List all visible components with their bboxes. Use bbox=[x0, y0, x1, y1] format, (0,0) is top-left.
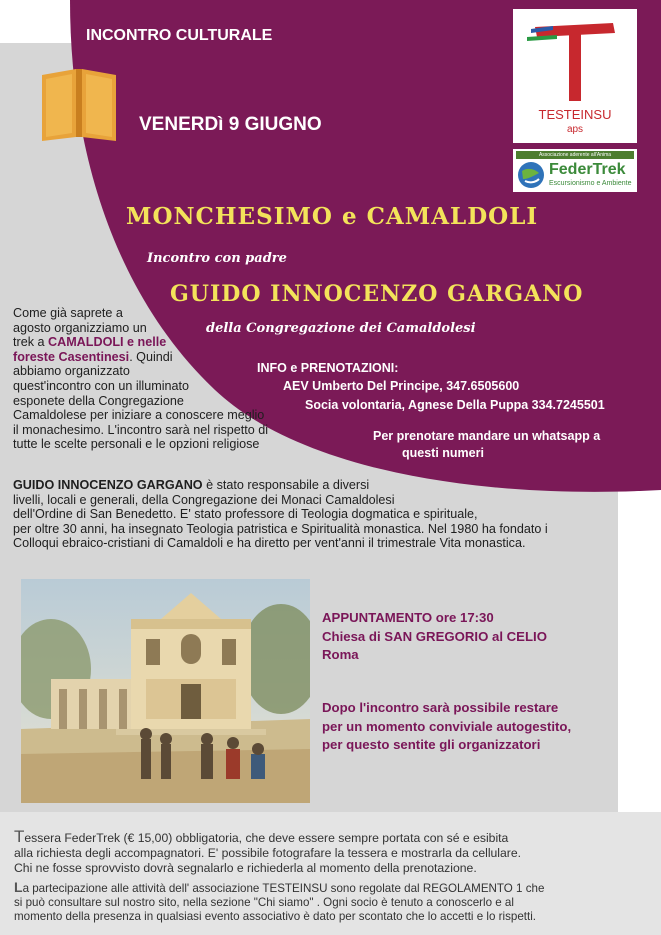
footer-line bbox=[14, 880, 654, 896]
footer-line: alla richiesta degli accompagnatori. E' possibile fotografare la tessera e mostrarla da cellulare. bbox=[14, 846, 522, 860]
footer-regulation bbox=[14, 880, 654, 925]
appointment-time: APPUNTAMENTO ore 17:30 bbox=[322, 610, 494, 625]
congregation: della Congregazione dei Camaldolesi bbox=[206, 321, 476, 336]
bio-name: GUIDO INNOCENZO GARGANO bbox=[13, 478, 203, 492]
intro-line: abbiamo organizzato bbox=[13, 364, 130, 379]
appointment-place: Chiesa di SAN GREGORIO al CELIO bbox=[322, 628, 547, 644]
after-line: per un momento conviviale autogestito, bbox=[322, 718, 572, 734]
bio-line: Colloqui ebraico-cristiani di Camaldoli e ha diretto per vent'anni il trimestrale Vita monastica. bbox=[13, 536, 526, 551]
federtrek-globe-icon bbox=[517, 161, 545, 189]
bio-line: livelli, locali e generali, della Congregazione dei Monaci Camaldolesi bbox=[13, 492, 395, 507]
church-illustration bbox=[21, 579, 310, 803]
whatsapp-line-2: questi numeri bbox=[402, 446, 484, 460]
contact-1: AEV Umberto Del Principe, 347.6505600 bbox=[283, 379, 520, 393]
testeinsu-mark-icon bbox=[513, 9, 637, 109]
intro-line: quest'incontro con un illuminato bbox=[13, 378, 190, 393]
federtrek-top-band: Associazione aderente all'Anima bbox=[516, 151, 634, 159]
intro-text: . Quindi bbox=[129, 349, 173, 364]
intro-line: Camaldolese per iniziare a conoscere meglio bbox=[13, 408, 265, 423]
event-date: VENERDì 9 GIUGNO bbox=[139, 114, 322, 135]
bio-text: è stato responsabile a diversi bbox=[202, 478, 370, 492]
federtrek-logo bbox=[513, 149, 637, 192]
intro-line: Come già saprete a bbox=[13, 306, 123, 320]
intro-line bbox=[13, 335, 303, 350]
footer-membership bbox=[14, 829, 654, 876]
footer-text: essera FederTrek (€ 15,00) obbligatoria, che deve essere sempre portata con sé e esibita bbox=[24, 831, 509, 845]
camaldoli-highlight: CAMALDOLI e nelle bbox=[48, 335, 167, 350]
event-type: INCONTRO CULTURALE bbox=[86, 27, 273, 44]
bio-paragraph bbox=[13, 478, 613, 551]
dropcap: T bbox=[14, 827, 25, 846]
after-line: per questo sentite gli organizzatori bbox=[322, 737, 541, 752]
federtrek-name: FederTrek bbox=[549, 161, 626, 178]
dropcap: L bbox=[14, 879, 23, 895]
whatsapp-line-1: Per prenotare mandare un whatsapp a bbox=[373, 429, 601, 443]
intro-line: il monachesimo. L'incontro sarà nel rispetto di bbox=[13, 422, 269, 437]
footer-line: momento della presenza in qualsiasi evento associativo è dato per scontato che lo accetti e lo rispetti. bbox=[14, 910, 537, 924]
footer-line: Chi ne fosse sprovvisto dovrà segnalarlo e richiederla al momento della prenotazione. bbox=[14, 861, 477, 875]
footer-text: a partecipazione alle attività dell' associazione TESTEINSU sono regolate dal REGOLAMENTO 1 che bbox=[22, 882, 545, 895]
after-line: Dopo l'incontro sarà possibile restare bbox=[322, 700, 559, 715]
intro-paragraph bbox=[13, 306, 303, 452]
footer-line: si può consultare sul nostro sito, nella sezione "Chi siamo" . Ogni socio è tenuto a conoscerlo e al bbox=[14, 896, 514, 910]
after-meeting-block bbox=[322, 699, 571, 755]
intro-line: agosto organizziamo un bbox=[13, 320, 147, 335]
appointment-block bbox=[322, 609, 547, 665]
bio-line: dell'Ordine di San Benedetto. E' stato professore di Teologia dogmatica e spirituale, bbox=[13, 507, 478, 522]
testeinsu-name: TESTEINSU bbox=[538, 107, 612, 122]
guest-name: GUIDO INNOCENZO GARGANO bbox=[170, 281, 584, 307]
appointment-city: Roma bbox=[322, 647, 359, 662]
book-icon bbox=[36, 63, 122, 143]
footer-line bbox=[14, 829, 654, 846]
testeinsu-logo bbox=[513, 9, 637, 143]
bio-line: per oltre 30 anni, ha insegnato Teologia patristica e Spiritualità monastica. Nel 1980 ha fondato i bbox=[13, 521, 548, 536]
main-title: MONCHESIMO e CAMALDOLI bbox=[126, 203, 539, 230]
intro-line: tutte le scelte personali e le opzioni religiose bbox=[13, 437, 260, 452]
intro-text: trek a bbox=[13, 335, 48, 350]
subtitle: Incontro con padre bbox=[147, 251, 287, 266]
info-heading: INFO e PRENOTAZIONI: bbox=[257, 361, 399, 375]
intro-line bbox=[13, 350, 303, 365]
intro-line: esponete della Congregazione bbox=[13, 393, 184, 408]
bio-line bbox=[13, 478, 613, 493]
foreste-highlight: foreste Casentinesi bbox=[13, 349, 130, 364]
testeinsu-sub: aps bbox=[566, 124, 584, 135]
contact-2: Socia volontaria, Agnese Della Puppa 334.7245501 bbox=[305, 398, 605, 412]
federtrek-sub: Escursionismo e Ambiente bbox=[549, 180, 632, 187]
